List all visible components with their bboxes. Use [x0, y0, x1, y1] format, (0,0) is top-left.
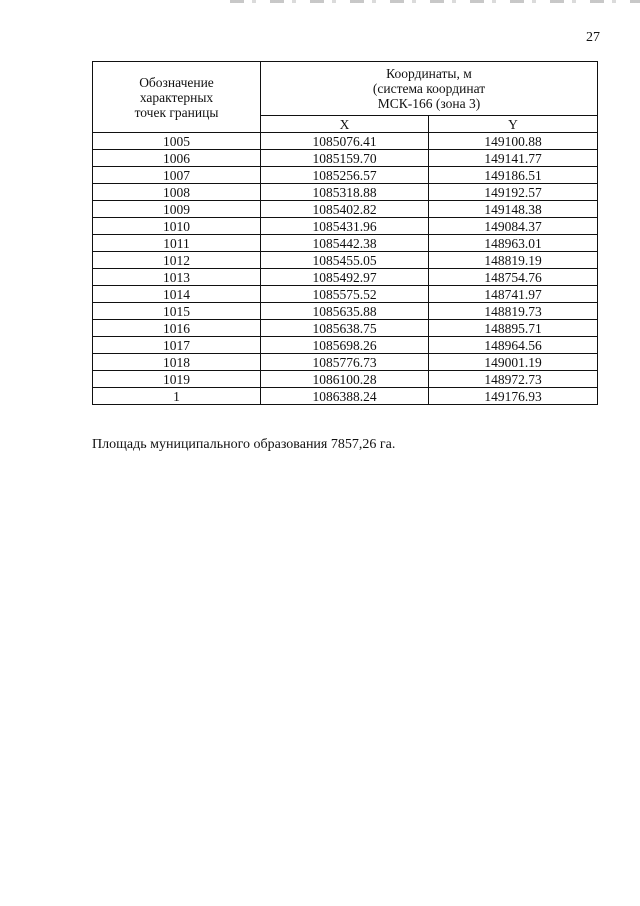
cell-point: 1015 — [93, 303, 261, 320]
cell-x: 1086100.28 — [261, 371, 429, 388]
cell-x: 1085256.57 — [261, 167, 429, 184]
cell-x: 1085698.26 — [261, 337, 429, 354]
table-row — [93, 218, 598, 235]
cell-y: 149148.38 — [429, 201, 598, 218]
cell-y: 148741.97 — [429, 286, 598, 303]
cell-point: 1018 — [93, 354, 261, 371]
cell-point: 1017 — [93, 337, 261, 354]
cell-x: 1085638.75 — [261, 320, 429, 337]
cell-x: 1085442.38 — [261, 235, 429, 252]
cell-y: 148895.71 — [429, 320, 598, 337]
cell-y: 149001.19 — [429, 354, 598, 371]
cell-point: 1016 — [93, 320, 261, 337]
cell-point: 1 — [93, 388, 261, 405]
cell-point: 1007 — [93, 167, 261, 184]
scan-edge-artifact — [230, 0, 640, 3]
cell-point: 1012 — [93, 252, 261, 269]
header-point-line: точек границы — [134, 104, 219, 120]
cell-x: 1085492.97 — [261, 269, 429, 286]
table-row — [93, 320, 598, 337]
table-row — [93, 150, 598, 167]
cell-point: 1019 — [93, 371, 261, 388]
cell-x: 1085575.52 — [261, 286, 429, 303]
cell-y: 148819.19 — [429, 252, 598, 269]
cell-y: 148972.73 — [429, 371, 598, 388]
cell-y: 148819.73 — [429, 303, 598, 320]
cell-point: 1009 — [93, 201, 261, 218]
header-point-line: Обозначение — [139, 74, 214, 90]
cell-x: 1085076.41 — [261, 133, 429, 150]
table-row — [93, 269, 598, 286]
cell-x: 1085318.88 — [261, 184, 429, 201]
header-coords-line: Координаты, м — [386, 66, 472, 82]
table-row — [93, 201, 598, 218]
cell-point: 1010 — [93, 218, 261, 235]
coordinates-table-body — [93, 133, 598, 405]
table-row — [93, 354, 598, 371]
table-row — [93, 388, 598, 405]
cell-y: 149100.88 — [429, 133, 598, 150]
cell-x: 1085635.88 — [261, 303, 429, 320]
cell-x: 1085455.05 — [261, 252, 429, 269]
table-row — [93, 133, 598, 150]
cell-y: 149176.93 — [429, 388, 598, 405]
cell-y: 148964.56 — [429, 337, 598, 354]
table-row — [93, 303, 598, 320]
cell-point: 1006 — [93, 150, 261, 167]
cell-point: 1008 — [93, 184, 261, 201]
cell-x: 1085159.70 — [261, 150, 429, 167]
table-row — [93, 286, 598, 303]
coordinates-table — [92, 61, 598, 405]
cell-x: 1085431.96 — [261, 218, 429, 235]
table-row — [93, 167, 598, 184]
header-point-line: характерных — [139, 89, 214, 105]
header-x: X — [261, 116, 429, 133]
cell-y: 149192.57 — [429, 184, 598, 201]
cell-point: 1014 — [93, 286, 261, 303]
header-coordinates — [261, 62, 598, 116]
header-coords-line: МСК-166 (зона 3) — [377, 96, 481, 112]
table-row — [93, 184, 598, 201]
cell-point: 1013 — [93, 269, 261, 286]
cell-point: 1011 — [93, 235, 261, 252]
cell-y: 148963.01 — [429, 235, 598, 252]
header-coords-line: (система координат — [372, 81, 486, 97]
page-number: 27 — [586, 30, 600, 45]
cell-x: 1085776.73 — [261, 354, 429, 371]
cell-point: 1005 — [93, 133, 261, 150]
table-row — [93, 371, 598, 388]
area-statement: Площадь муниципального образования 7857,26 га. — [92, 437, 396, 452]
cell-y: 149186.51 — [429, 167, 598, 184]
header-y: Y — [429, 116, 598, 133]
cell-y: 148754.76 — [429, 269, 598, 286]
table-row — [93, 252, 598, 269]
cell-x: 1086388.24 — [261, 388, 429, 405]
cell-x: 1085402.82 — [261, 201, 429, 218]
cell-y: 149141.77 — [429, 150, 598, 167]
cell-y: 149084.37 — [429, 218, 598, 235]
table-row — [93, 235, 598, 252]
header-point-designation — [93, 62, 261, 133]
table-row — [93, 337, 598, 354]
